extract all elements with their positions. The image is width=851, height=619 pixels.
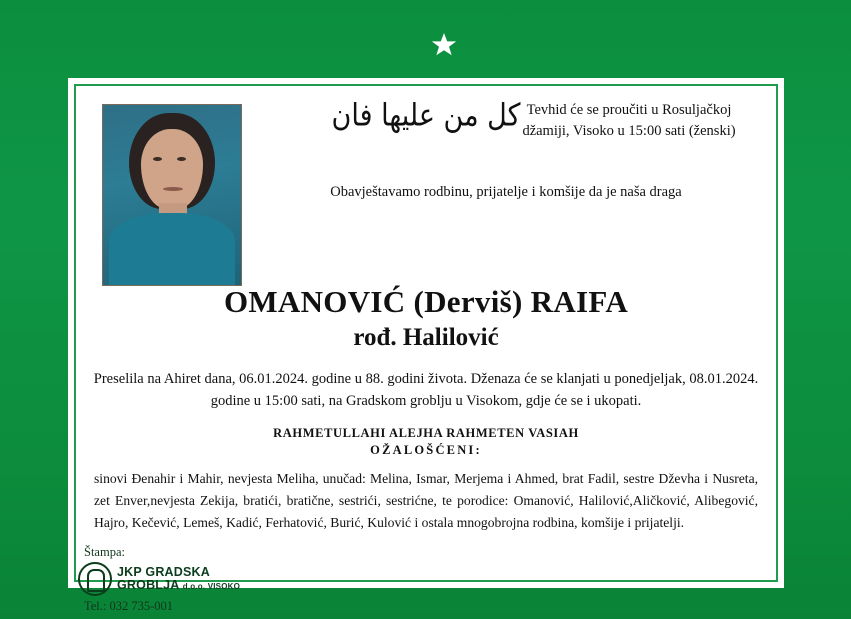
mourners-label: OŽALOŠĆENI:	[370, 443, 482, 457]
printer-phone: Tel.: 032 735-001	[84, 598, 174, 613]
crescent-star-icon	[0, 12, 851, 74]
photo-face	[141, 129, 203, 209]
photo-mouth	[163, 187, 183, 191]
printer-logo-line1: JKP	[117, 564, 142, 579]
announcement-text: Obavještavamo rodbinu, prijatelje i komšije da je naša draga	[330, 184, 682, 200]
printer-logo	[78, 562, 378, 596]
printer-logo-text	[117, 566, 240, 592]
printer-label: Štampa:	[84, 545, 125, 559]
photo-eye-right	[177, 157, 186, 161]
deceased-maiden-name: rođ. Halilović	[353, 324, 499, 351]
gravestone-icon	[78, 562, 112, 596]
portrait-photo	[102, 104, 242, 286]
photo-eye-left	[153, 157, 162, 161]
printer-logo-line3: GROBLJA	[117, 577, 180, 592]
mourners-list: sinovi Đenahir i Mahir, nevjesta Meliha, unučad: Melina, Ismar, Merjema i Ahmed, brat Fadil, sestre Dževha i Nusreta, zet Enver,nevjesta Zekija, bratići, bratične, sestrići, sestrićne, te porodice: Omanović, Halilović,Aličković, Alibegović, Hajro, Kečević, Lemeš, Kadić, Ferhatović, Burić, Kulović i ostala mnogobrojna rodbina, komšije i prijatelji.	[94, 471, 758, 531]
printer-logo-line2: GRADSKA	[145, 564, 210, 579]
tevhid-notice: Tevhid će se proučiti u Rosuljačkoj džamiji, Visoko u 15:00 sati (ženski)	[522, 102, 736, 140]
card-inner-border	[74, 84, 778, 582]
deceased-name: OMANOVIĆ (Derviš) RAIFA	[223, 284, 629, 319]
funeral-details: Preselila na Ahiret dana, 06.01.2024. godine u 88. godini života. Dženaza će se klanjati u ponedjeljak, 08.01.2024. godine u 15:00 sati, na Gradskom groblju u Visokom, gdje će se i ukopati.	[93, 371, 759, 410]
printer-logo-suffix: d.o.o. VISOKO	[182, 581, 241, 591]
prayer-line: RAHMETULLAHI ALEJHA RAHMETEN VASIAH	[273, 426, 579, 440]
obituary-card	[68, 78, 784, 588]
photo-body	[109, 213, 235, 286]
printer-footer	[78, 545, 378, 614]
arabic-calligraphy-text: كل من عليها فان	[331, 97, 521, 134]
